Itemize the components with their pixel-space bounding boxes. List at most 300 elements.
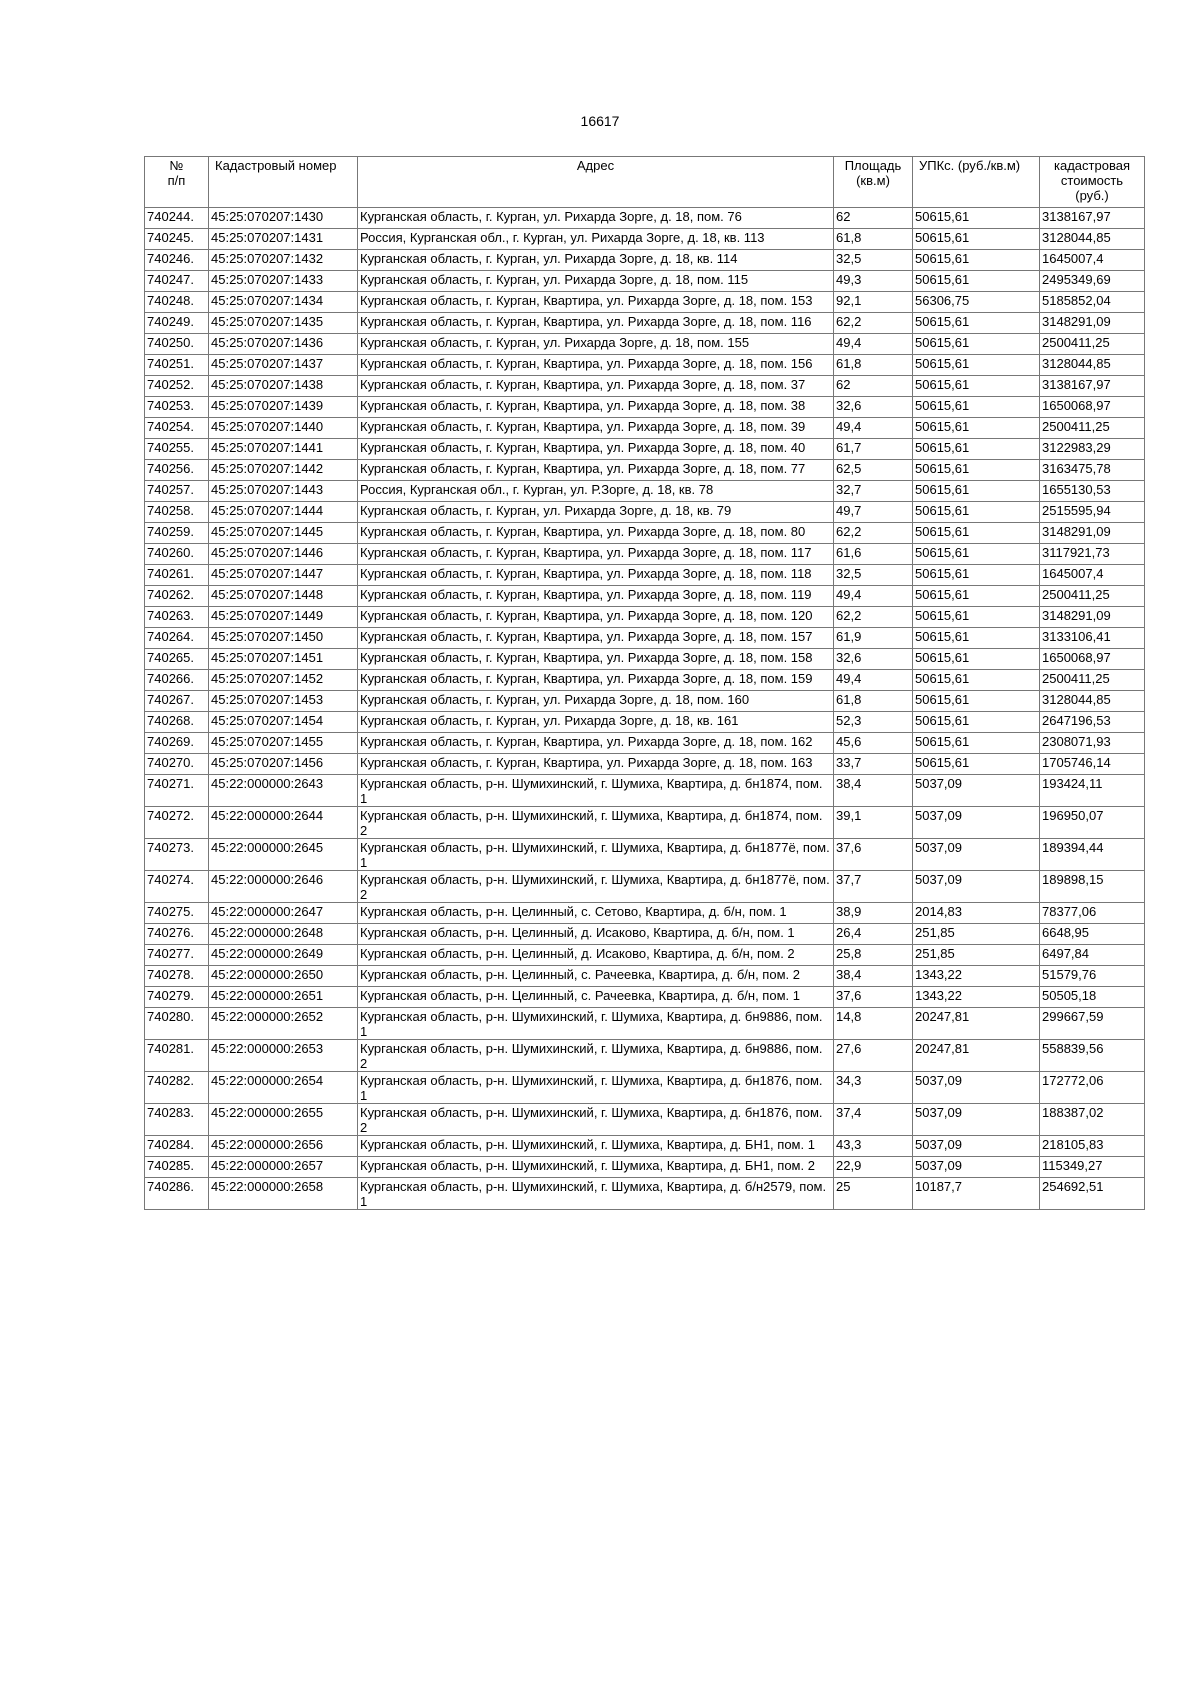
cell-cadastral-value: 3148291,09 bbox=[1040, 313, 1145, 334]
cell-cadastral-value: 3128044,85 bbox=[1040, 229, 1145, 250]
cell-upks: 5037,09 bbox=[913, 1136, 1040, 1157]
cell-index: 740272. bbox=[145, 807, 209, 839]
cell-address: Курганская область, р-н. Шумихинский, г. Шумиха, Квартира, д. бн1877ё, пом. 1 bbox=[358, 839, 834, 871]
cell-area: 62,2 bbox=[834, 313, 913, 334]
cell-index: 740252. bbox=[145, 376, 209, 397]
cell-area: 38,9 bbox=[834, 903, 913, 924]
cell-index: 740262. bbox=[145, 586, 209, 607]
cell-upks: 251,85 bbox=[913, 945, 1040, 966]
cell-index: 740277. bbox=[145, 945, 209, 966]
cell-cadastral-number: 45:25:070207:1430 bbox=[209, 208, 358, 229]
cell-cadastral-value: 193424,11 bbox=[1040, 775, 1145, 807]
cell-cadastral-number: 45:25:070207:1448 bbox=[209, 586, 358, 607]
cell-address: Курганская область, р-н. Целинный, д. Исаково, Квартира, д. б/н, пом. 1 bbox=[358, 924, 834, 945]
cell-area: 49,7 bbox=[834, 502, 913, 523]
cell-upks: 5037,09 bbox=[913, 1072, 1040, 1104]
cell-cadastral-number: 45:25:070207:1447 bbox=[209, 565, 358, 586]
cell-cadastral-value: 2500411,25 bbox=[1040, 670, 1145, 691]
cell-area: 37,6 bbox=[834, 839, 913, 871]
table-row bbox=[145, 250, 1145, 271]
cell-address: Курганская область, г. Курган, Квартира, ул. Рихарда Зорге, д. 18, пом. 158 bbox=[358, 649, 834, 670]
cell-cadastral-number: 45:25:070207:1440 bbox=[209, 418, 358, 439]
cell-cadastral-value: 6497,84 bbox=[1040, 945, 1145, 966]
cell-cadastral-value: 51579,76 bbox=[1040, 966, 1145, 987]
table-row bbox=[145, 1072, 1145, 1104]
cell-cadastral-number: 45:22:000000:2654 bbox=[209, 1072, 358, 1104]
cell-cadastral-number: 45:22:000000:2647 bbox=[209, 903, 358, 924]
cell-address: Курганская область, г. Курган, Квартира, ул. Рихарда Зорге, д. 18, пом. 153 bbox=[358, 292, 834, 313]
cell-address: Курганская область, г. Курган, Квартира, ул. Рихарда Зорге, д. 18, пом. 118 bbox=[358, 565, 834, 586]
cell-area: 49,4 bbox=[834, 334, 913, 355]
table-row bbox=[145, 208, 1145, 229]
header-area-text: Площадь (кв.м) bbox=[844, 158, 902, 188]
table-row bbox=[145, 1136, 1145, 1157]
header-index-text: № п/п bbox=[167, 158, 186, 188]
cell-area: 37,7 bbox=[834, 871, 913, 903]
table-row bbox=[145, 292, 1145, 313]
cell-index: 740267. bbox=[145, 691, 209, 712]
cell-area: 33,7 bbox=[834, 754, 913, 775]
table-row bbox=[145, 334, 1145, 355]
cell-upks: 50615,61 bbox=[913, 586, 1040, 607]
cell-cadastral-value: 172772,06 bbox=[1040, 1072, 1145, 1104]
cell-index: 740278. bbox=[145, 966, 209, 987]
cell-area: 26,4 bbox=[834, 924, 913, 945]
cell-upks: 50615,61 bbox=[913, 712, 1040, 733]
cell-index: 740255. bbox=[145, 439, 209, 460]
cell-area: 61,8 bbox=[834, 355, 913, 376]
cell-upks: 50615,61 bbox=[913, 334, 1040, 355]
cell-index: 740258. bbox=[145, 502, 209, 523]
cell-cadastral-number: 45:25:070207:1439 bbox=[209, 397, 358, 418]
cell-cadastral-number: 45:22:000000:2643 bbox=[209, 775, 358, 807]
cell-index: 740275. bbox=[145, 903, 209, 924]
table-row bbox=[145, 607, 1145, 628]
cell-cadastral-value: 3148291,09 bbox=[1040, 523, 1145, 544]
cell-address: Курганская область, р-н. Целинный, с. Рачеевка, Квартира, д. б/н, пом. 2 bbox=[358, 966, 834, 987]
cell-address: Курганская область, р-н. Шумихинский, г. Шумиха, Квартира, д. бн1876, пом. 2 bbox=[358, 1104, 834, 1136]
table-row bbox=[145, 313, 1145, 334]
table-row bbox=[145, 439, 1145, 460]
table-row bbox=[145, 544, 1145, 565]
cell-address: Курганская область, р-н. Целинный, с. Сетово, Квартира, д. б/н, пом. 1 bbox=[358, 903, 834, 924]
cell-address: Курганская область, г. Курган, Квартира, ул. Рихарда Зорге, д. 18, пом. 117 bbox=[358, 544, 834, 565]
cell-upks: 50615,61 bbox=[913, 397, 1040, 418]
cell-upks: 50615,61 bbox=[913, 628, 1040, 649]
cell-index: 740274. bbox=[145, 871, 209, 903]
cell-cadastral-number: 45:25:070207:1442 bbox=[209, 460, 358, 481]
cell-address: Курганская область, р-н. Шумихинский, г. Шумиха, Квартира, д. БН1, пом. 1 bbox=[358, 1136, 834, 1157]
table-row bbox=[145, 355, 1145, 376]
header-index bbox=[145, 157, 209, 208]
cell-cadastral-value: 115349,27 bbox=[1040, 1157, 1145, 1178]
cell-upks: 5037,09 bbox=[913, 871, 1040, 903]
cell-address: Курганская область, г. Курган, ул. Рихарда Зорге, д. 18, пом. 155 bbox=[358, 334, 834, 355]
cell-address: Курганская область, г. Курган, Квартира, ул. Рихарда Зорге, д. 18, пом. 38 bbox=[358, 397, 834, 418]
cell-upks: 50615,61 bbox=[913, 250, 1040, 271]
table-row bbox=[145, 376, 1145, 397]
cell-area: 38,4 bbox=[834, 775, 913, 807]
header-cadastral-number bbox=[209, 157, 358, 208]
cell-address: Курганская область, г. Курган, Квартира, ул. Рихарда Зорге, д. 18, пом. 163 bbox=[358, 754, 834, 775]
cell-cadastral-number: 45:25:070207:1452 bbox=[209, 670, 358, 691]
cell-area: 25 bbox=[834, 1178, 913, 1210]
cell-area: 34,3 bbox=[834, 1072, 913, 1104]
cell-address: Курганская область, г. Курган, Квартира, ул. Рихарда Зорге, д. 18, пом. 157 bbox=[358, 628, 834, 649]
cell-upks: 20247,81 bbox=[913, 1040, 1040, 1072]
cell-cadastral-value: 1650068,97 bbox=[1040, 397, 1145, 418]
cell-area: 61,8 bbox=[834, 229, 913, 250]
cell-address: Курганская область, г. Курган, ул. Рихарда Зорге, д. 18, пом. 115 bbox=[358, 271, 834, 292]
cell-index: 740284. bbox=[145, 1136, 209, 1157]
table-row bbox=[145, 966, 1145, 987]
cell-cadastral-number: 45:25:070207:1433 bbox=[209, 271, 358, 292]
cell-index: 740256. bbox=[145, 460, 209, 481]
cell-cadastral-value: 6648,95 bbox=[1040, 924, 1145, 945]
cell-upks: 50615,61 bbox=[913, 313, 1040, 334]
table-row bbox=[145, 1157, 1145, 1178]
cell-area: 61,8 bbox=[834, 691, 913, 712]
header-upks-text: УПКс. (руб./кв.м) bbox=[919, 158, 1021, 173]
cell-cadastral-value: 3148291,09 bbox=[1040, 607, 1145, 628]
cell-index: 740268. bbox=[145, 712, 209, 733]
cell-address: Курганская область, г. Курган, Квартира, ул. Рихарда Зорге, д. 18, пом. 156 bbox=[358, 355, 834, 376]
cell-index: 740285. bbox=[145, 1157, 209, 1178]
cell-upks: 50615,61 bbox=[913, 376, 1040, 397]
cell-address: Курганская область, г. Курган, Квартира, ул. Рихарда Зорге, д. 18, пом. 40 bbox=[358, 439, 834, 460]
cell-upks: 50615,61 bbox=[913, 670, 1040, 691]
cell-cadastral-value: 189394,44 bbox=[1040, 839, 1145, 871]
cell-area: 32,6 bbox=[834, 649, 913, 670]
cell-cadastral-value: 3122983,29 bbox=[1040, 439, 1145, 460]
cell-upks: 50615,61 bbox=[913, 460, 1040, 481]
cell-area: 61,6 bbox=[834, 544, 913, 565]
cell-cadastral-value: 196950,07 bbox=[1040, 807, 1145, 839]
cell-address: Курганская область, р-н. Шумихинский, г. Шумиха, Квартира, д. бн9886, пом. 1 bbox=[358, 1008, 834, 1040]
cell-area: 45,6 bbox=[834, 733, 913, 754]
cell-upks: 10187,7 bbox=[913, 1178, 1040, 1210]
cell-cadastral-value: 2308071,93 bbox=[1040, 733, 1145, 754]
cell-index: 740244. bbox=[145, 208, 209, 229]
header-address bbox=[358, 157, 834, 208]
cell-index: 740250. bbox=[145, 334, 209, 355]
cell-area: 49,4 bbox=[834, 418, 913, 439]
table-row bbox=[145, 418, 1145, 439]
cell-cadastral-value: 558839,56 bbox=[1040, 1040, 1145, 1072]
cell-cadastral-value: 3163475,78 bbox=[1040, 460, 1145, 481]
cell-cadastral-value: 5185852,04 bbox=[1040, 292, 1145, 313]
cell-cadastral-number: 45:25:070207:1435 bbox=[209, 313, 358, 334]
cell-upks: 50615,61 bbox=[913, 439, 1040, 460]
cell-area: 62,2 bbox=[834, 607, 913, 628]
cell-upks: 50615,61 bbox=[913, 208, 1040, 229]
cell-cadastral-number: 45:22:000000:2648 bbox=[209, 924, 358, 945]
cell-cadastral-value: 3133106,41 bbox=[1040, 628, 1145, 649]
cell-area: 32,5 bbox=[834, 250, 913, 271]
cell-cadastral-number: 45:22:000000:2646 bbox=[209, 871, 358, 903]
cell-upks: 1343,22 bbox=[913, 987, 1040, 1008]
cell-index: 740269. bbox=[145, 733, 209, 754]
cell-index: 740251. bbox=[145, 355, 209, 376]
cell-index: 740279. bbox=[145, 987, 209, 1008]
cell-cadastral-number: 45:25:070207:1453 bbox=[209, 691, 358, 712]
cell-index: 740254. bbox=[145, 418, 209, 439]
cell-cadastral-value: 2500411,25 bbox=[1040, 418, 1145, 439]
cell-index: 740260. bbox=[145, 544, 209, 565]
cell-cadastral-value: 1705746,14 bbox=[1040, 754, 1145, 775]
cell-upks: 50615,61 bbox=[913, 649, 1040, 670]
cell-cadastral-value: 50505,18 bbox=[1040, 987, 1145, 1008]
cell-address: Курганская область, г. Курган, Квартира, ул. Рихарда Зорге, д. 18, пом. 120 bbox=[358, 607, 834, 628]
cell-cadastral-number: 45:25:070207:1454 bbox=[209, 712, 358, 733]
cell-address: Курганская область, р-н. Шумихинский, г. Шумиха, Квартира, д. бн9886, пом. 2 bbox=[358, 1040, 834, 1072]
cell-area: 27,6 bbox=[834, 1040, 913, 1072]
table-body bbox=[145, 208, 1145, 1210]
cell-cadastral-number: 45:22:000000:2656 bbox=[209, 1136, 358, 1157]
cell-area: 62,5 bbox=[834, 460, 913, 481]
cell-cadastral-value: 1655130,53 bbox=[1040, 481, 1145, 502]
cell-area: 61,7 bbox=[834, 439, 913, 460]
cell-cadastral-value: 2495349,69 bbox=[1040, 271, 1145, 292]
cell-area: 43,3 bbox=[834, 1136, 913, 1157]
cell-address: Россия, Курганская обл., г. Курган, ул. Рихарда Зорге, д. 18, кв. 113 bbox=[358, 229, 834, 250]
cell-index: 740286. bbox=[145, 1178, 209, 1210]
table-row bbox=[145, 481, 1145, 502]
cell-upks: 2014,83 bbox=[913, 903, 1040, 924]
table-row bbox=[145, 502, 1145, 523]
cell-index: 740270. bbox=[145, 754, 209, 775]
cell-upks: 50615,61 bbox=[913, 754, 1040, 775]
cell-address: Курганская область, г. Курган, ул. Рихарда Зорге, д. 18, кв. 114 bbox=[358, 250, 834, 271]
cell-cadastral-value: 78377,06 bbox=[1040, 903, 1145, 924]
cell-cadastral-value: 1650068,97 bbox=[1040, 649, 1145, 670]
cell-cadastral-value: 3128044,85 bbox=[1040, 691, 1145, 712]
cell-address: Курганская область, г. Курган, ул. Рихарда Зорге, д. 18, пом. 76 bbox=[358, 208, 834, 229]
cell-upks: 50615,61 bbox=[913, 691, 1040, 712]
table-row bbox=[145, 775, 1145, 807]
cell-upks: 5037,09 bbox=[913, 839, 1040, 871]
cell-cadastral-number: 45:22:000000:2658 bbox=[209, 1178, 358, 1210]
table-row bbox=[145, 586, 1145, 607]
cell-address: Курганская область, г. Курган, Квартира, ул. Рихарда Зорге, д. 18, пом. 80 bbox=[358, 523, 834, 544]
cell-cadastral-number: 45:22:000000:2651 bbox=[209, 987, 358, 1008]
cell-upks: 50615,61 bbox=[913, 607, 1040, 628]
cell-upks: 5037,09 bbox=[913, 1157, 1040, 1178]
table-row bbox=[145, 945, 1145, 966]
cell-index: 740282. bbox=[145, 1072, 209, 1104]
cell-cadastral-number: 45:25:070207:1432 bbox=[209, 250, 358, 271]
cell-cadastral-number: 45:25:070207:1455 bbox=[209, 733, 358, 754]
cell-upks: 20247,81 bbox=[913, 1008, 1040, 1040]
cell-upks: 5037,09 bbox=[913, 775, 1040, 807]
cell-upks: 50615,61 bbox=[913, 481, 1040, 502]
cell-address: Курганская область, г. Курган, ул. Рихарда Зорге, д. 18, пом. 160 bbox=[358, 691, 834, 712]
cell-index: 740257. bbox=[145, 481, 209, 502]
header-cadastral-value bbox=[1040, 157, 1145, 208]
cell-index: 740263. bbox=[145, 607, 209, 628]
cell-cadastral-number: 45:25:070207:1449 bbox=[209, 607, 358, 628]
table-row bbox=[145, 1104, 1145, 1136]
table-row bbox=[145, 628, 1145, 649]
cell-address: Курганская область, г. Курган, Квартира, ул. Рихарда Зорге, д. 18, пом. 162 bbox=[358, 733, 834, 754]
table-row bbox=[145, 871, 1145, 903]
cell-address: Курганская область, р-н. Целинный, д. Исаково, Квартира, д. б/н, пом. 2 bbox=[358, 945, 834, 966]
cadastral-table bbox=[144, 156, 1145, 1210]
cell-area: 52,3 bbox=[834, 712, 913, 733]
cell-cadastral-number: 45:22:000000:2655 bbox=[209, 1104, 358, 1136]
table-row bbox=[145, 807, 1145, 839]
cell-area: 62 bbox=[834, 376, 913, 397]
cell-index: 740264. bbox=[145, 628, 209, 649]
cell-upks: 1343,22 bbox=[913, 966, 1040, 987]
cell-address: Курганская область, г. Курган, Квартира, ул. Рихарда Зорге, д. 18, пом. 77 bbox=[358, 460, 834, 481]
cell-cadastral-number: 45:25:070207:1431 bbox=[209, 229, 358, 250]
table-row bbox=[145, 649, 1145, 670]
cell-index: 740249. bbox=[145, 313, 209, 334]
cell-cadastral-number: 45:22:000000:2653 bbox=[209, 1040, 358, 1072]
table-row bbox=[145, 523, 1145, 544]
cell-address: Курганская область, г. Курган, Квартира, ул. Рихарда Зорге, д. 18, пом. 119 bbox=[358, 586, 834, 607]
cell-upks: 50615,61 bbox=[913, 565, 1040, 586]
cell-area: 61,9 bbox=[834, 628, 913, 649]
table-row bbox=[145, 1008, 1145, 1040]
table-row bbox=[145, 691, 1145, 712]
cell-upks: 50615,61 bbox=[913, 229, 1040, 250]
cell-address: Курганская область, р-н. Шумихинский, г. Шумиха, Квартира, д. бн1876, пом. 1 bbox=[358, 1072, 834, 1104]
cell-address: Курганская область, г. Курган, Квартира, ул. Рихарда Зорге, д. 18, пом. 116 bbox=[358, 313, 834, 334]
cell-area: 49,4 bbox=[834, 586, 913, 607]
cell-upks: 5037,09 bbox=[913, 1104, 1040, 1136]
cell-area: 32,6 bbox=[834, 397, 913, 418]
cell-area: 49,4 bbox=[834, 670, 913, 691]
cell-index: 740266. bbox=[145, 670, 209, 691]
cell-address: Курганская область, г. Курган, Квартира, ул. Рихарда Зорге, д. 18, пом. 37 bbox=[358, 376, 834, 397]
cell-upks: 50615,61 bbox=[913, 418, 1040, 439]
cell-area: 49,3 bbox=[834, 271, 913, 292]
cell-cadastral-number: 45:25:070207:1437 bbox=[209, 355, 358, 376]
cell-cadastral-number: 45:25:070207:1445 bbox=[209, 523, 358, 544]
header-area bbox=[834, 157, 913, 208]
table-row bbox=[145, 754, 1145, 775]
cell-area: 37,6 bbox=[834, 987, 913, 1008]
cell-cadastral-value: 2515595,94 bbox=[1040, 502, 1145, 523]
cell-area: 32,7 bbox=[834, 481, 913, 502]
cell-cadastral-number: 45:25:070207:1456 bbox=[209, 754, 358, 775]
cell-cadastral-value: 2647196,53 bbox=[1040, 712, 1145, 733]
cell-cadastral-value: 3117921,73 bbox=[1040, 544, 1145, 565]
cell-cadastral-value: 254692,51 bbox=[1040, 1178, 1145, 1210]
page-number: 16617 bbox=[580, 113, 620, 129]
cell-address: Курганская область, г. Курган, Квартира, ул. Рихарда Зорге, д. 18, пом. 159 bbox=[358, 670, 834, 691]
cell-cadastral-value: 1645007,4 bbox=[1040, 565, 1145, 586]
header-upks bbox=[913, 157, 1040, 208]
cell-index: 740280. bbox=[145, 1008, 209, 1040]
table-row bbox=[145, 924, 1145, 945]
cell-address: Курганская область, р-н. Шумихинский, г. Шумиха, Квартира, д. б/н2579, пом. 1 bbox=[358, 1178, 834, 1210]
cell-address: Россия, Курганская обл., г. Курган, ул. Р.Зорге, д. 18, кв. 78 bbox=[358, 481, 834, 502]
cell-area: 92,1 bbox=[834, 292, 913, 313]
cell-address: Курганская область, г. Курган, ул. Рихарда Зорге, д. 18, кв. 79 bbox=[358, 502, 834, 523]
cell-address: Курганская область, р-н. Шумихинский, г. Шумиха, Квартира, д. бн1877ё, пом. 2 bbox=[358, 871, 834, 903]
cell-upks: 50615,61 bbox=[913, 355, 1040, 376]
table-row bbox=[145, 229, 1145, 250]
cell-cadastral-number: 45:22:000000:2645 bbox=[209, 839, 358, 871]
table-row bbox=[145, 1040, 1145, 1072]
cell-index: 740271. bbox=[145, 775, 209, 807]
cell-cadastral-value: 1645007,4 bbox=[1040, 250, 1145, 271]
cell-area: 37,4 bbox=[834, 1104, 913, 1136]
table-row bbox=[145, 397, 1145, 418]
header-row bbox=[145, 157, 1145, 208]
cell-address: Курганская область, р-н. Шумихинский, г. Шумиха, Квартира, д. бн1874, пом. 1 bbox=[358, 775, 834, 807]
cell-index: 740259. bbox=[145, 523, 209, 544]
table-row bbox=[145, 733, 1145, 754]
cell-cadastral-number: 45:25:070207:1436 bbox=[209, 334, 358, 355]
cell-upks: 56306,75 bbox=[913, 292, 1040, 313]
table-row bbox=[145, 460, 1145, 481]
table-row bbox=[145, 987, 1145, 1008]
cell-area: 14,8 bbox=[834, 1008, 913, 1040]
cell-cadastral-number: 45:22:000000:2652 bbox=[209, 1008, 358, 1040]
cell-address: Курганская область, г. Курган, ул. Рихарда Зорге, д. 18, кв. 161 bbox=[358, 712, 834, 733]
cell-upks: 251,85 bbox=[913, 924, 1040, 945]
cell-cadastral-number: 45:22:000000:2644 bbox=[209, 807, 358, 839]
cell-index: 740245. bbox=[145, 229, 209, 250]
cell-index: 740283. bbox=[145, 1104, 209, 1136]
cell-index: 740281. bbox=[145, 1040, 209, 1072]
cell-cadastral-value: 3138167,97 bbox=[1040, 376, 1145, 397]
cell-index: 740248. bbox=[145, 292, 209, 313]
cell-area: 62,2 bbox=[834, 523, 913, 544]
cell-index: 740273. bbox=[145, 839, 209, 871]
table-row bbox=[145, 839, 1145, 871]
table-header bbox=[145, 157, 1145, 208]
table-row bbox=[145, 565, 1145, 586]
cell-address: Курганская область, г. Курган, Квартира, ул. Рихарда Зорге, д. 18, пом. 39 bbox=[358, 418, 834, 439]
table-row bbox=[145, 670, 1145, 691]
cell-upks: 50615,61 bbox=[913, 733, 1040, 754]
cell-index: 740247. bbox=[145, 271, 209, 292]
cell-cadastral-value: 189898,15 bbox=[1040, 871, 1145, 903]
cell-cadastral-value: 3128044,85 bbox=[1040, 355, 1145, 376]
cell-address: Курганская область, р-н. Целинный, с. Рачеевка, Квартира, д. б/н, пом. 1 bbox=[358, 987, 834, 1008]
cell-upks: 50615,61 bbox=[913, 271, 1040, 292]
cell-upks: 50615,61 bbox=[913, 502, 1040, 523]
cell-area: 62 bbox=[834, 208, 913, 229]
table-row bbox=[145, 1178, 1145, 1210]
cell-area: 25,8 bbox=[834, 945, 913, 966]
cell-address: Курганская область, р-н. Шумихинский, г. Шумиха, Квартира, д. бн1874, пом. 2 bbox=[358, 807, 834, 839]
cell-cadastral-number: 45:22:000000:2657 bbox=[209, 1157, 358, 1178]
cell-cadastral-number: 45:25:070207:1438 bbox=[209, 376, 358, 397]
table-row bbox=[145, 271, 1145, 292]
cell-cadastral-value: 299667,59 bbox=[1040, 1008, 1145, 1040]
cell-cadastral-number: 45:25:070207:1434 bbox=[209, 292, 358, 313]
cell-cadastral-value: 218105,83 bbox=[1040, 1136, 1145, 1157]
cell-cadastral-number: 45:22:000000:2650 bbox=[209, 966, 358, 987]
cell-cadastral-value: 3138167,97 bbox=[1040, 208, 1145, 229]
cell-cadastral-number: 45:22:000000:2649 bbox=[209, 945, 358, 966]
header-cadastral-number-text: Кадастровый номер bbox=[215, 158, 337, 173]
cell-cadastral-value: 188387,02 bbox=[1040, 1104, 1145, 1136]
cell-upks: 5037,09 bbox=[913, 807, 1040, 839]
cell-index: 740253. bbox=[145, 397, 209, 418]
cell-cadastral-number: 45:25:070207:1444 bbox=[209, 502, 358, 523]
cell-cadastral-number: 45:25:070207:1443 bbox=[209, 481, 358, 502]
cell-area: 39,1 bbox=[834, 807, 913, 839]
cell-cadastral-value: 2500411,25 bbox=[1040, 334, 1145, 355]
cell-cadastral-number: 45:25:070207:1450 bbox=[209, 628, 358, 649]
